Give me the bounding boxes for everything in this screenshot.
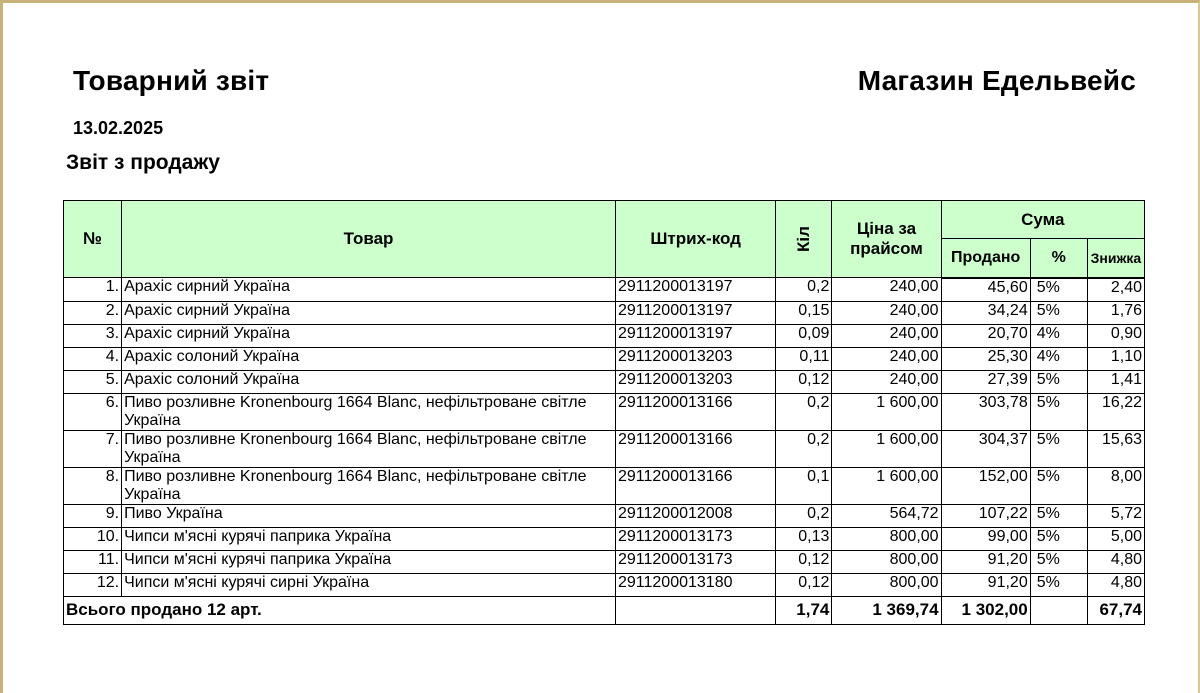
table-row [64, 347, 1145, 370]
price: 1 600,00 [832, 467, 941, 504]
price: 1 600,00 [832, 393, 941, 430]
total-barcode-cell [616, 596, 776, 624]
discount-percent: 5% [1030, 550, 1087, 573]
shop-name: Магазин Едельвейс [857, 65, 1136, 96]
sales-table [63, 200, 1145, 625]
report-title: Товарний звіт [73, 65, 270, 96]
product-name: Чипси м'ясні курячі паприка Україна [122, 527, 616, 550]
product-name: Пиво Україна [122, 504, 616, 527]
barcode: 2911200013166 [616, 430, 776, 467]
table-row [64, 504, 1145, 527]
row-num: 7. [64, 430, 122, 467]
discount-amount: 0,90 [1087, 324, 1144, 347]
barcode: 2911200012008 [616, 504, 776, 527]
quantity: 0,13 [776, 527, 832, 550]
table-row [64, 324, 1145, 347]
row-num: 3. [64, 324, 122, 347]
barcode: 2911200013166 [616, 393, 776, 430]
discount-amount: 2,40 [1087, 278, 1144, 302]
price: 800,00 [832, 550, 941, 573]
price: 240,00 [832, 301, 941, 324]
row-num: 4. [64, 347, 122, 370]
discount-percent: 4% [1030, 347, 1087, 370]
quantity: 0,12 [776, 573, 832, 596]
discount-amount: 1,10 [1087, 347, 1144, 370]
discount-amount: 1,41 [1087, 370, 1144, 393]
discount-amount: 4,80 [1087, 550, 1144, 573]
discount-percent: 5% [1030, 573, 1087, 596]
price: 240,00 [832, 278, 941, 302]
discount-percent: 5% [1030, 430, 1087, 467]
discount-amount: 16,22 [1087, 393, 1144, 430]
barcode: 2911200013197 [616, 301, 776, 324]
barcode: 2911200013197 [616, 278, 776, 302]
header-num: № [64, 201, 122, 278]
quantity: 0,2 [776, 430, 832, 467]
quantity: 0,1 [776, 467, 832, 504]
price: 240,00 [832, 347, 941, 370]
discount-percent: 5% [1030, 467, 1087, 504]
product-name: Арахіс солоний Україна [122, 370, 616, 393]
row-num: 11. [64, 550, 122, 573]
product-name: Арахіс сирний Україна [122, 278, 616, 302]
table-row [64, 573, 1145, 596]
quantity: 0,2 [776, 393, 832, 430]
table-row [64, 527, 1145, 550]
product-name: Чипси м'ясні курячі сирні Україна [122, 573, 616, 596]
product-name: Пиво розливне Kronenbourg 1664 Blanc, нефільтроване світле Україна [122, 467, 616, 504]
total-qty: 1,74 [776, 596, 832, 624]
discount-amount: 5,72 [1087, 504, 1144, 527]
report-date: 13.02.2025 [73, 118, 164, 138]
table-body [64, 278, 1145, 597]
header-price: Ціна за прайсом [832, 201, 941, 278]
price: 240,00 [832, 370, 941, 393]
price: 800,00 [832, 527, 941, 550]
discount-percent: 5% [1030, 527, 1087, 550]
discount-percent: 4% [1030, 324, 1087, 347]
discount-amount: 4,80 [1087, 573, 1144, 596]
quantity: 0,12 [776, 370, 832, 393]
quantity: 0,2 [776, 504, 832, 527]
report-subtitle: Звіт з продажу [66, 151, 220, 174]
barcode: 2911200013173 [616, 550, 776, 573]
quantity: 0,15 [776, 301, 832, 324]
product-name: Арахіс сирний Україна [122, 301, 616, 324]
barcode: 2911200013166 [616, 467, 776, 504]
barcode: 2911200013180 [616, 573, 776, 596]
row-num: 6. [64, 393, 122, 430]
row-num: 9. [64, 504, 122, 527]
total-row [64, 596, 1145, 624]
sold-amount: 27,39 [941, 370, 1030, 393]
sold-amount: 45,60 [941, 278, 1030, 302]
total-discount: 67,74 [1087, 596, 1144, 624]
total-sold: 1 302,00 [941, 596, 1030, 624]
price: 1 600,00 [832, 430, 941, 467]
total-label: Всього продано 12 арт. [64, 596, 616, 624]
sold-amount: 107,22 [941, 504, 1030, 527]
table-row [64, 301, 1145, 324]
sold-amount: 91,20 [941, 550, 1030, 573]
price: 564,72 [832, 504, 941, 527]
barcode: 2911200013173 [616, 527, 776, 550]
sold-amount: 91,20 [941, 573, 1030, 596]
header-sold: Продано [941, 239, 1030, 278]
row-num: 1. [64, 278, 122, 302]
quantity: 0,2 [776, 278, 832, 302]
table-row [64, 278, 1145, 302]
price: 240,00 [832, 324, 941, 347]
discount-amount: 15,63 [1087, 430, 1144, 467]
table-row [64, 467, 1145, 504]
discount-amount: 8,00 [1087, 467, 1144, 504]
discount-percent: 5% [1030, 278, 1087, 302]
header-product: Товар [122, 201, 616, 278]
header-qty: Кіл [776, 201, 832, 278]
product-name: Пиво розливне Kronenbourg 1664 Blanc, нефільтроване світле Україна [122, 430, 616, 467]
discount-percent: 5% [1030, 301, 1087, 324]
sold-amount: 99,00 [941, 527, 1030, 550]
row-num: 5. [64, 370, 122, 393]
quantity: 0,12 [776, 550, 832, 573]
table-row [64, 430, 1145, 467]
table-row [64, 370, 1145, 393]
sold-amount: 20,70 [941, 324, 1030, 347]
table-row [64, 550, 1145, 573]
row-num: 12. [64, 573, 122, 596]
total-price: 1 369,74 [832, 596, 941, 624]
total-percent-cell [1030, 596, 1087, 624]
barcode: 2911200013203 [616, 370, 776, 393]
sold-amount: 34,24 [941, 301, 1030, 324]
product-name: Арахіс солоний Україна [122, 347, 616, 370]
product-name: Арахіс сирний Україна [122, 324, 616, 347]
sold-amount: 304,37 [941, 430, 1030, 467]
discount-amount: 1,76 [1087, 301, 1144, 324]
header-percent: % [1030, 239, 1087, 278]
product-name: Пиво розливне Kronenbourg 1664 Blanc, нефільтроване світле Україна [122, 393, 616, 430]
sold-amount: 152,00 [941, 467, 1030, 504]
header-discount: Знижка [1087, 239, 1144, 278]
table-row [64, 393, 1145, 430]
product-name: Чипси м'ясні курячі паприка Україна [122, 550, 616, 573]
sold-amount: 25,30 [941, 347, 1030, 370]
row-num: 8. [64, 467, 122, 504]
header-sum: Сума [941, 201, 1144, 239]
barcode: 2911200013203 [616, 347, 776, 370]
discount-percent: 5% [1030, 393, 1087, 430]
quantity: 0,09 [776, 324, 832, 347]
discount-amount: 5,00 [1087, 527, 1144, 550]
row-num: 2. [64, 301, 122, 324]
row-num: 10. [64, 527, 122, 550]
price: 800,00 [832, 573, 941, 596]
sold-amount: 303,78 [941, 393, 1030, 430]
discount-percent: 5% [1030, 370, 1087, 393]
barcode: 2911200013197 [616, 324, 776, 347]
quantity: 0,11 [776, 347, 832, 370]
header-barcode: Штрих-код [616, 201, 776, 278]
discount-percent: 5% [1030, 504, 1087, 527]
